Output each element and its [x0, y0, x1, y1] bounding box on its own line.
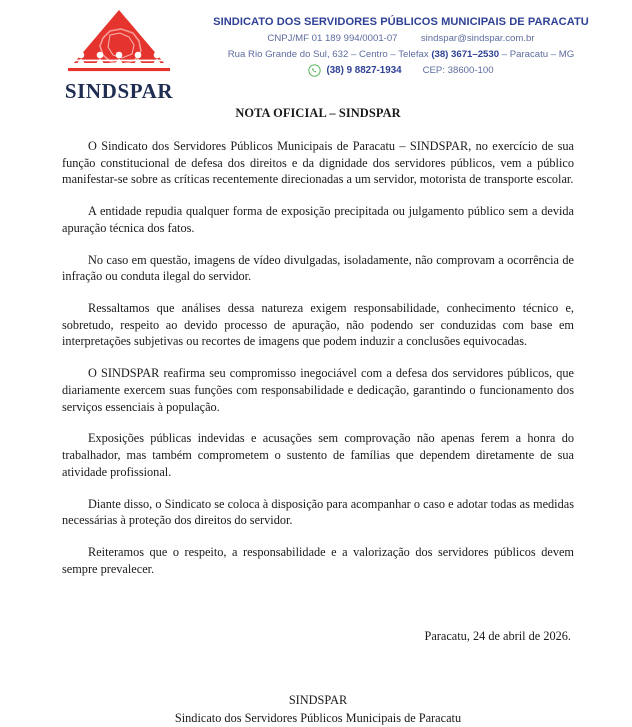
- paragraph: Exposições públicas indevidas e acusações sem comprovação não apenas ferem a honra do trabalhador, mas também comprometem o sustento de famílias que dependem diretamente de sua atividade profissional.: [62, 431, 574, 479]
- email-text[interactable]: sindspar@sindspar.com.br: [420, 33, 535, 44]
- document-body: [0, 106, 632, 727]
- cep-text: CEP: 38600-100: [422, 65, 494, 76]
- place-and-date: Paracatu, 24 de abril de 2026.: [424, 629, 571, 644]
- letterhead: [0, 0, 632, 103]
- logo-wordmark: SINDSPAR: [64, 79, 174, 103]
- paragraph: Diante disso, o Sindicato se coloca à disposição para acompanhar o caso e adotar todas as medidas necessárias à proteção dos direitos do servidor.: [62, 496, 574, 528]
- organization-details: [178, 6, 624, 77]
- cnpj-text: CNPJ/MF 01 189 994/0001-07: [267, 33, 398, 44]
- logo-block: [60, 6, 178, 102]
- address-prefix: Rua Rio Grande do Sul, 632 – Centro – Telefax: [227, 49, 432, 60]
- address-line: [178, 49, 624, 60]
- paragraph: O Sindicato dos Servidores Públicos Municipais de Paracatu – SINDSPAR, no exercício de sua função constitucional de defesa dos direitos e da dignidade dos servidores públicos, vem a público manifestar-se sobre as críticas recentemente direcionadas a um servidor, motorista de transporte escolar.: [62, 139, 574, 187]
- paragraph: Reiteramos que o respeito, a responsabilidade e a valorização dos servidores públicos devem sempre prevalecer.: [62, 544, 574, 576]
- paragraph: O SINDSPAR reafirma seu compromisso inegociável com a defesa dos servidores públicos, que diariamente exercem suas funções com responsabilidade e dedicação, garantindo o funcionamento dos serviços essenciais à população.: [62, 366, 574, 414]
- whatsapp-phone: (38) 9 8827-1934: [326, 65, 402, 76]
- paragraph: A entidade repudia qualquer forma de exposição precipitada ou julgamento público sem a devida apuração técnica dos fatos.: [62, 204, 574, 235]
- signature-block: [62, 692, 574, 726]
- telefax-number: (38) 3671–2530: [431, 49, 500, 60]
- whatsapp-icon: [308, 64, 321, 77]
- sindspar-triangle-logo-icon: [63, 8, 175, 82]
- address-suffix: – Paracatu – MG: [499, 49, 575, 60]
- whatsapp-line: [178, 64, 624, 77]
- page-title: NOTA OFICIAL – SINDSPAR: [235, 106, 401, 120]
- cnpj-email-line: [178, 33, 624, 44]
- signature-name: SINDSPAR: [288, 693, 348, 708]
- paragraph: No caso em questão, imagens de vídeo divulgadas, isoladamente, não comprovam a ocorrência de infração ou conduta ilegal do servidor.: [62, 252, 574, 284]
- paragraph: Ressaltamos que análises dessa natureza exigem responsabilidade, conhecimento técnico e, sobretudo, respeito ao devido processo de apuração, não podendo ser conduzidas com base em interpretações subjetivas ou recortes de imagens que podem induzir a conclusões equivocadas.: [62, 301, 574, 349]
- signature-subtitle: Sindicato dos Servidores Públicos Municipais de Paracatu: [174, 710, 462, 725]
- organization-name: SINDICATO DOS SERVIDORES PÚBLICOS MUNICIPAIS DE PARACATU: [213, 16, 589, 28]
